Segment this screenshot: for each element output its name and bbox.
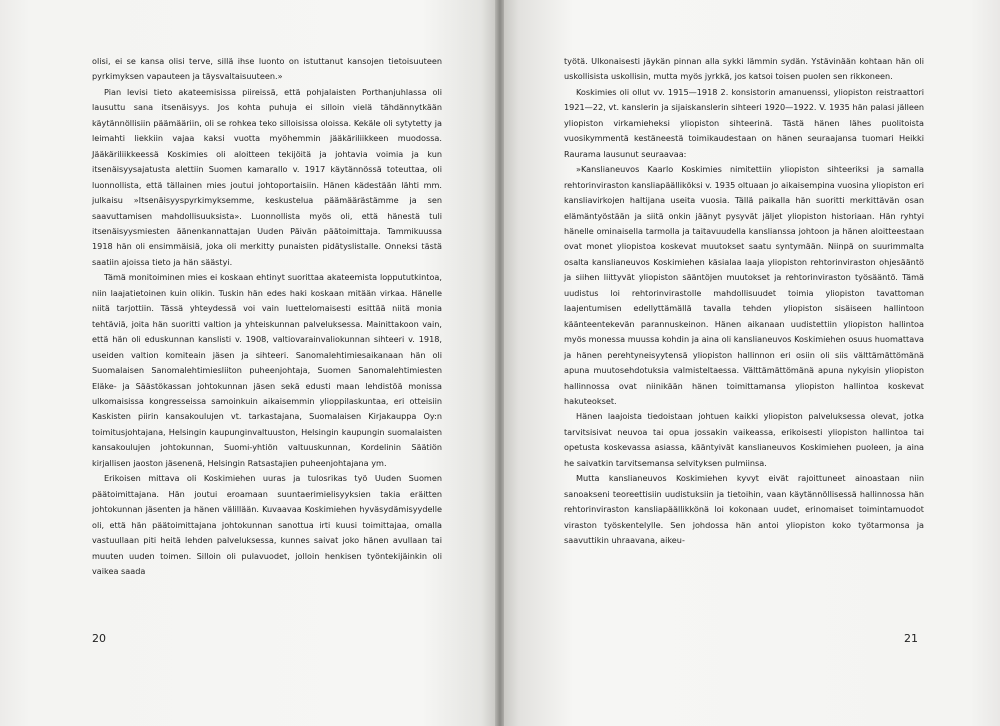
right-page-text [564, 54, 924, 549]
left-page-text [92, 54, 442, 579]
paragraph: »Kanslianeuvos Kaarlo Koskimies nimitettiin yliopiston sihteeriksi ja samalla rehtorinviraston kansliapäälliköksi v. 1935 oltuaan jo aikaisempina vuosina yliopiston eri kansliavirkojen haltijana useita vuosia. Tällä paikalla hän suoritti merkittävän osan elämäntyöstään ja siitä onkin jäänyt pysyvät jäljet yliopiston historiaan. Hän ryhtyi hänelle ominaisella tarmolla ja taitavuudella kanslianssa johtoon ja hänen aloitteestaan ovat monet yliopistoa koskevat muutokset saatu syntymään. Niinpä on suurimmalta osalta kanslianeuvos Koskimiehen käsialaa laaja yliopiston rehtorinviraston ohjesääntö ja siihen liittyvät yliopiston sääntöjen muutokset ja rehtorinviraston työsääntö. Tämä uudistus loi rehtorinvirastolle mahdollisuudet toimia yliopiston tavattoman laajentumisen edellyttämällä tavalla tehden yliopiston sisäiseen hallintoon käänteentekevän parannuskeinon. Hänen aikanaan uudistettiin yliopiston hallintoa myös monessa muussa kohdin ja aina oli kanslianeuvos Koskimiehen osuus huomattava ja hänen perehtyneisyytensä yliopiston hallinnon eri osiin oli siis välttämättömänä apuna muutosehdotuksia valmisteltaessa. Välttämättömänä apuna nykyisin yliopiston hallinnossa ovat niinikään hänen toimittamansa yliopiston hallintoa koskevat hakuteokset. [564, 164, 924, 406]
page-number: 20 [92, 632, 106, 645]
right-page [504, 0, 1000, 726]
left-page [0, 0, 496, 726]
page-number: 21 [904, 632, 918, 645]
paragraph: Koskimies oli ollut vv. 1915—1918 2. konsistorin amanuenssi, yliopiston reistraattori 1921—22, vt. kanslerin ja sijaiskanslerin sihteeri 1920—1922. V. 1935 hän palasi jälleen yliopiston virkamieheksi yliopiston sihteerinä. Tästä hänen lähes puolitoista vuosikymmentä kestäneestä toimikaudestaan on hänen seuraajansa tuomari Heikki Raurama lausunut seuraavaa: [564, 86, 924, 159]
paragraph: Tämä monitoiminen mies ei koskaan ehtinyt suorittaa akateemista loppututkintoa, niin laajatietoinen kuin olikin. Tuskin hän edes haki koskaan mitään virkaa. Hänelle niitä tarjottiin. Tässä yhteydessä voi vain luettelomaisesti esittää niitä monia tehtäviä, joita hän suoritti valtion ja yhteiskunnan palveluksessa. Mainittakoon vain, että hän oli eduskunnan kanslisti v. 1908, valtiovarainvaliokunnan sihteeri v. 1918, useiden valtion komiteain jäsen ja sihteeri. Sanomalehtimiesaikanaan hän oli Suomalaisen Sanomalehtimiesliiton puheenjohtaja, Suomen Sanomalehtimiesten Eläke- ja Säästökassan johtokunnan jäsen sekä edusti maan lehdistöä monissa ulkomaisissa kongresseissa samoinkuin aikaisemmin ylioppilaskuntaa, eri otteisiin Kaskisten piirin kansakoulujen vt. tarkastajana, Suomalaisen Kirjakauppa Oy:n toimitusjohtajana, Helsingin kaupunginvaltuuston, Helsingin kaupungin suomalaisten kansakoulujen johtokunnan, Suomi-yhtiön valtuuskunnan, Kordelinin Säätiön kirjallisen jaoston jäsenenä, Helsingin Ratsastajien puheenjohtajana ym. [92, 272, 442, 468]
paragraph: Pian levisi tieto akateemisissa piireissä, että pohjalaisten Porthanjuhlassa oli lausuttu sana itsenäisyys. Jos kohta puhuja ei silloin vielä tähdännytkään käytännöllisiin päämääriin, oli se rohkea teko silloisissa oloissa. Kekäle oli sytytetty ja leimahti liekkiin vajaa kaksi vuotta myöhemmin jääkäriliikkeen muodossa. Jääkäriliikkeessä Koskimies oli aloitteen tekijöitä ja johtavia voimia ja kun itsenäisyysajatusta alettiin Suomen kamarallo v. 1917 käytännössä toteuttaa, oli luonnollista, että tällainen mies joutui johtoportaisiin. Hänen kädestään lähti mm. julkaisu »Itsenäisyyspyrkimyksemme, keskustelua päämäärästämme ja sen saavuttamisen mahdollisuuksista». Luonnollista myös oli, että hänestä tuli itsenäisyysmiesten äänenkannattajan Uuden Päivän päätoimittaja. Tammikuussa 1918 hän oli ensimmäisiä, joka oli merkitty punaisten pidätyslistalle. Onneksi tästä saatiin ajoissa tieto ja hän säästyi. [92, 86, 442, 267]
paragraph: Erikoisen mittava oli Koskimiehen uuras ja tulosrikas työ Uuden Suomen päätoimittajana. Hän joutui eroamaan suuntaerimielisyyksien takia eräitten johtokunnan jäsenten ja hänen välillään. Kuvaavaa Koskimiehen hyväsydämisyydelle oli, että hän päätoimittajana johtokunnan sanottua irti kuusi toimittajaa, omalla vastuullaan piti heitä lehden palveluksessa, kunnes saivat joko hänen avullaan tai muuten uuden toimen. Silloin oli pulavuodet, jolloin henkisen työntekijäinkin oli vaikea saada [92, 473, 442, 576]
paragraph: Mutta kanslianeuvos Koskimiehen kyvyt eivät rajoittuneet ainoastaan niin sanoakseni teoreettisiin uudistuksiin ja tietoihin, vaan käytännöllisessä hallinnossa hän rehtorinviraston kansliapäällikkönä loi kokonaan uudet, erinomaiset toimintamuodot viraston työskentelylle. Sen johdossa hän antoi yliopiston koko työtarmonsa ja saavuttikin uhraavana, aikeu- [564, 473, 924, 546]
paragraph: Hänen laajoista tiedoistaan johtuen kaikki yliopiston palveluksessa olevat, jotka tarvitsisivat neuvoa tai opua jossakin vaikeassa, erikoisesti yliopiston hallintoa tai opetusta koskevassa asiassa, kääntyivät kanslianeuvos Koskimiehen puoleen, ja aina he saivatkin tarvitsemansa selvityksen pulmiinsa. [564, 411, 924, 468]
paragraph: työtä. Ulkonaisesti jäykän pinnan alla sykki lämmin sydän. Ystävinään kohtaan hän oli uskollisista uskollisin, mutta myös jyrkkä, jos katsoi toisen puolen sen rikkoneen. [564, 56, 924, 82]
paragraph: olisi, ei se kansa olisi terve, sillä ihse luonto on istuttanut kansojen tietoisuuteen pyrkimyksen vapauteen ja täysvaltaisuuteen.» [92, 56, 442, 82]
